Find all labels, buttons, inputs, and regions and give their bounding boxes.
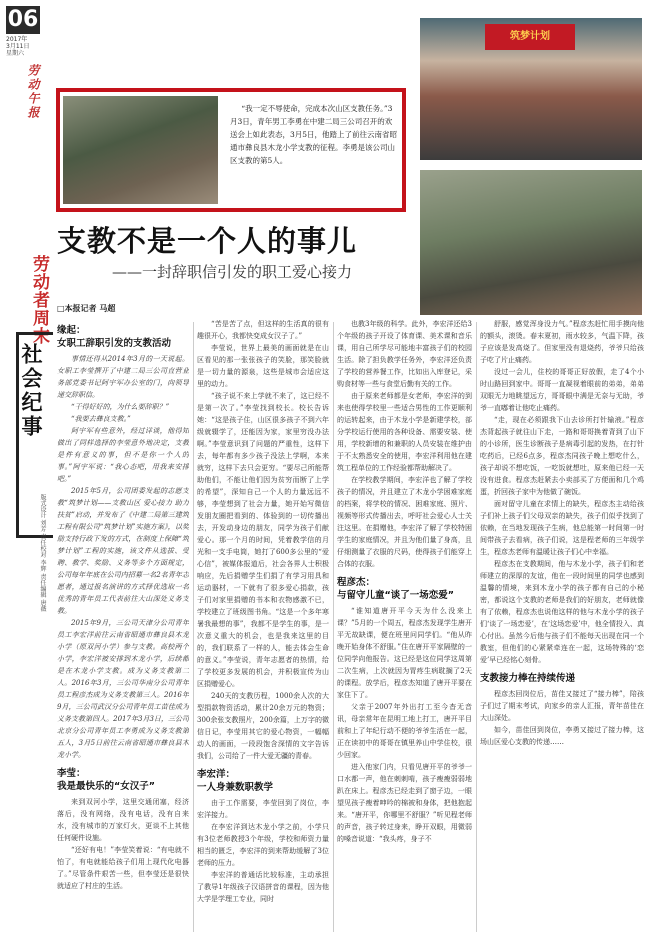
section-title: 李宏洋： — [197, 769, 236, 780]
paragraph: 事情还得从2014年3月的一天说起。女职工李莹撰开了中建二局三公司直营业务部党委书记阿宇军办公室的门，向领导递交辞职信。 — [57, 355, 189, 399]
paragraph: 李宏洋的普通话比较标准，主动承担了教导1年级孩子汉语拼音的课程，因为他大学是学理工专业，同时 — [197, 871, 329, 903]
teacher-students-photo — [63, 96, 218, 204]
paragraph: 240天的支教历程，1000余人次的大型捐款物资活动，累计20余万元的物资；300余张支教照片，200余篇，上万字的微信日记，李莹用其它的爱心物资，一幅幅动人的画面，一段段饱含深情的文字告诉我们，公司给了一件大爱无疆的青春。 — [197, 692, 329, 760]
section-title: 程彦杰： — [337, 577, 376, 588]
subheadline: ——一封辞职信引发的职工爱心接力 — [112, 263, 353, 281]
section-heading — [337, 576, 472, 602]
issue-date — [6, 36, 46, 57]
paragraph: 阿宇军有些意外，经过详谈，他得知做出了同样选择的李莹意外地决定，支教是件有意义的事，但不是你一个人的事。”阿宇军说：“我心态吧，用我来安排吧。” — [57, 427, 189, 483]
paragraph: “走，现在必须跟我下山去诊所打针输液。”程彦杰背起孩子就往山下走，一路和哥哥换着背到了山下的小诊所，医生诊断孩子是病毒引起的发热，在打针吃药后，已经6点多，程彦杰同孩子晚上想吃什么，孩子却说不想吃饭，一吃饭就想吐，原来他已经一天没有进食。程彦杰赶紧去小卖部买了方便面和几个鸡蛋，折回孩子家中为他做了碗饭。 — [480, 416, 644, 496]
paragraph: 由于原来老师都是女老师，李宏洋的到来也使得学校里一些适合男性的工作更顺利的运转起来，由于木龙小学是新建学校，部分学校运行使用的各种设备、需要安装、使用，学校新增的和兼职的人员安装在维护由于不太熟悉安全的使用，李宏洋利用他在建筑工程单位的工作经验都帮助解决了。 — [337, 392, 472, 472]
column-rule — [333, 322, 334, 932]
paragraph: “我要去彝良支教。” — [71, 415, 131, 423]
paragraph: “干得好好的，为什么要辞职？” — [71, 403, 170, 411]
column-rule — [476, 322, 477, 932]
section-subtitle: 女职工辞职引发的支教活动 — [57, 338, 172, 349]
editor-credits: 版式设计 刘芳 责任校对 李辉 责任编辑 唐薇 — [39, 494, 46, 612]
article-column-3 — [337, 318, 472, 934]
paragraph: 程彦杰回岗位后，苗佳又接过了“接力棒”，陪孩子们过了期末考试，向家乡的亲人汇报，青年苗佳在大山深处。 — [480, 690, 644, 722]
paragraph: 进入他家门内，只看见唐开平的爷爷一口水都一声，他在刺刺啃，孩子瘦瘦弱弱地趴在床上。程彦杰已经走到了窗子边，一眼望见孩子瘦着呻吟的棉被和身体，把他抱起来。“唐开平，你哪里不舒服？”听见程老师的声音，孩子转过身来，睁开双眼，用微弱的嗓音说道：“我头疼，身子不 — [337, 763, 472, 843]
section-title: 缘起： — [57, 325, 86, 336]
section-subtitle: 与留守儿童“谈了一场恋爱” — [337, 590, 454, 601]
column-label: 劳动者周末 — [29, 255, 49, 345]
section-subtitle: 我是最快乐的“女汉子” — [57, 781, 155, 792]
paragraph: “还好有电！”李莹笑着说：“有电就不怕了，有电就能给孩子们用上现代化电器了。”尽管条件艰苦一些，但李莹还是很快就适应了村庄的生活。 — [57, 846, 189, 890]
paragraph: 李莹说，世界上最美的画面就是在山区看见的那一张张孩子的笑脸，那笑脸就是一切力量的源泉，这些是城市会适应这里的动力。 — [197, 344, 329, 388]
article-column-2 — [197, 318, 329, 934]
paragraph: 也教3年级的科学。此外，李宏洋还给3个年级的孩子开设了体育课、美术课和音乐课，用自己所学尽可能地丰富孩子们的校园生活。除了担负教学任务外，李宏洋还负责了学校的营养餐工作，比如出入库登记，采购食材等一些与食堂后勤有关的工作。 — [337, 320, 472, 388]
paragraph: 由于工作需要，李莹回到了岗位，李宏洋接力。 — [197, 799, 329, 819]
paragraph: 父亲于2007年外出打工至今杳无音讯，母亲常年在昆明工地上打工，唐开平目前和上了年纪行动不便的爷爷生活在一起，正在读初中的哥哥在镇里养山中学住校，很少回家。 — [337, 703, 472, 759]
paragraph: 来到双河小学，这里交通闭塞，经济落后，没有网络，没有电话，没有自来水，没有城市的万家灯火，更谈不上其他任何硬件设施。 — [57, 798, 189, 842]
byline: □本报记者 马超 — [57, 304, 116, 313]
column-rule — [193, 322, 194, 932]
page-number: 06 — [7, 7, 39, 32]
article-column-4 — [480, 318, 644, 934]
paragraph: 在学校教学期间，李宏洋也了解了学校孩子的情况，并且建立了木龙小学困难家庭的档案，将学校的情况、困难家庭、照片、视频等形式传播出去，呼吁社会爱心人士关注这里。在捐赠他，李宏洋了解了学校特困学生的家庭情况，并且为他们量了身高，且仔细测量了衣服的尺码，使得孩子们能穿上合体的衣服。 — [337, 476, 472, 568]
issue-year: 2017年 — [6, 36, 28, 43]
section-heading — [197, 768, 329, 794]
paragraph: 2015年9月，三公司天津分公司青年员工李宏洋前往云南省昭通市彝良县木龙小学（原双河小学）参与支教。高校两个小学，李宏洋被安排到木龙小学，后续都是在木龙小学支教。成为义务支教第二人。2016年3月，三公司华南分公司青年员工程彦杰成为义务支教第三人。2016年9月，三公司武汉分公司青年员工苗佳成为义务支教第四人。2017年3月3日，三公司北京分公司青年员工李勇成为义务支教第五人，3月5日前往云南省昭通市彝良县木龙小学。 — [57, 619, 189, 759]
column-name: 社会纪事 — [19, 343, 43, 439]
issue-weekday: 星期六 — [6, 50, 25, 57]
paragraph: 如今，苗佳回到岗位，李勇又接过了接力棒，这场山区爱心支教的传递…… — [480, 726, 644, 746]
paragraph: 程彦杰在支教期间，他与木龙小学，孩子们和老师建立的深厚的友谊，他在一段时间里的同学也感到温馨的情境，来到木龙小学的孩子都有自己的小秘密，都说这个支教的老师是我们的好朋友，老师就像有了依赖，程彦杰也说他这样的他与木龙小学的孩子们‘谈了一场恋爱’，在‘这场恋爱’中，他全情投入、真心付出。虽然今后他与孩子们不能每天出现在同一个教室，但他们的心紧紧牵连在一起，这场特殊的‘恋爱’早已经铭心刻骨。 — [480, 560, 644, 664]
paragraph: 2015年5月，公司团委发起的志愿支教“筑梦计划——支教山区 爱心接力 助力扶贫”启动，并发布了《中建二局第三建筑工程有限公司“筑梦计划”实施方案》，以奖励支持行政下发的方式，在制度上保障“筑梦计划”工程的实施，该文件从选拔、受聘、教学、奖励、义务等多个方面规定，公司每年年底在公司内招募一名2名青年志愿者，通过报名演讲的方式择优选取一名优秀的青年员工代表前往大山深处义务支教。 — [57, 487, 189, 615]
paragraph: “孩子说不来上学就不来了，这已经不是第一次了。”李莹找到校长。校长告诉她：“这是孩子住，山区很多孩子不到六年级就辍学了，还能因为家，家里穷没办法啊。”李莹意识到了问题的严重性，这样下去，每年都有多少孩子没法上学啊，本来就穷，这样下去只会更穷。“要尽己所能帮助他们，不能让他们因为贫穷而断了上学的希望”，深知自己一个人的力量远远不够，李莹想到了社会力量，她开始写微信发朋友圈把看到的、体验到的一切传播出去，开发动身边的朋友，同学为孩子们献爱心。那一个月的时间，凭着教学信的月光和一支手电筒，她打了600多公里的“爱心信”，被媒体报道后，社会各界人士积极响应，先后捐赠学生们捐了有学习用具和运动器材，一下就有了很多爱心捐款，孩子们对家里捐赠的书本和衣物感激不已，学校建立了班级图书角。“这是一个多年寒暑我最想的事”，我都不是学生的事，是一次意义重大的机会，也是我来这里的目的，我们联系了一样的人，能去体会生命的意义。”李莹说，青年志愿者的热情，给了学校更多发展的机会，并积极宣传为山区捐赠爱心。 — [197, 392, 329, 688]
section-heading — [57, 767, 189, 793]
photo-caption: “我一定不辱使命，完成本次山区支教任务。”3月3日，青年男工李勇在中建二局三公司召开的欢送会上如此表态，3月5日，他踏上了前往云南省昭通市彝良县木龙小学支教的征程。李勇是该公司山区支教的第5人。 — [230, 104, 398, 165]
photo-banner: 筑梦计划 — [485, 24, 575, 50]
section-title: 李莹： — [57, 768, 86, 779]
section-subtitle: 一人身兼数职教学 — [197, 782, 274, 793]
paragraph: 面对留守儿童在求情上的缺失，程彦杰主动给孩子们补上孩子们父母双亲的缺失，孩子们似乎找到了依赖，在当地发现孩子生病，他总能第一时间第一时间带孩子去看病，孩子们说，这是程老师的三年级学生，程彦杰老师有温暖让孩子们心中幸福。 — [480, 500, 644, 556]
section-heading — [480, 672, 644, 685]
article-column-1 — [57, 318, 189, 934]
headline: 支教不是一个人的事儿 — [57, 224, 358, 258]
children-photo — [420, 170, 642, 315]
masthead-logo: 劳动午报 — [26, 64, 40, 120]
paragraph: 在李宏洋到达木龙小学之前，小学只有3位老师教授3个年级，学校和师资力量相当的匮乏，李宏洋的到来帮助缓解了3位老师的压力。 — [197, 823, 329, 867]
section-title: 支教接力棒在持续传递 — [480, 673, 576, 684]
paragraph: “苦是苦了点，但这样的生活真的很有趣很开心，我都快变成女汉子了。” — [197, 320, 329, 340]
issue-day: 3月11日 — [6, 43, 30, 50]
paragraph: “谁知道唐开平今天为什么没来上课？”5月的一个周五，程彦杰发现学生唐开平无故缺课，便在班里问同学们。“他从昨晚开始身体不舒服。”住在唐开平家隔壁的一位同学向他报告。这已经是这位同学这周第二次生病，上次就因为胃疼生病耽搁了2天的课程。放学后，程彦杰知道了唐开平要在家住下了。 — [337, 607, 472, 699]
paragraph: 没过一会儿，住校的哥哥正好放假，走了4个小时山路回到家中。哥哥一直凝视着眼前的弟弟，弟弟双眼无力地眺望远方，哥哥眼中满是无奈与无助，爷爷一直嘟着让他吃止痛药。 — [480, 368, 644, 412]
section-heading — [57, 324, 189, 350]
paragraph: 舒服，感觉浑身没力气。”程彦杰赶忙用手摸向他的额头，滚烫。春末夏初，雨水较多，气温下降，孩子应该是发高烧了。但家里没有退烧药，爷爷只给孩子吃了片止痛药。 — [480, 320, 644, 364]
